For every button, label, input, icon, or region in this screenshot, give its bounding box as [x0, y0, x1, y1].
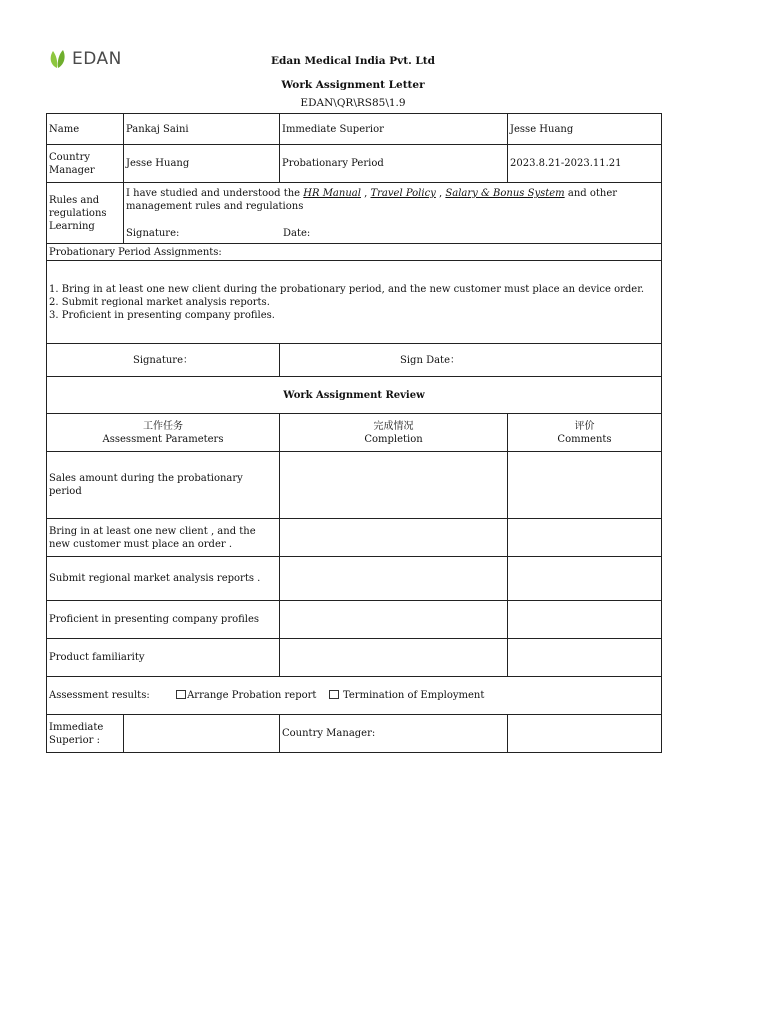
salary-bonus-link[interactable]: Salary & Bonus System	[445, 188, 565, 199]
termination-checkbox[interactable]	[329, 690, 485, 701]
country-manager-label: Country Manager	[47, 145, 124, 183]
completion-cell[interactable]	[280, 557, 508, 601]
table-row	[47, 639, 662, 677]
assignments-heading: Probationary Period Assignments:	[47, 244, 662, 261]
comments-header-en: Comments	[557, 433, 612, 445]
comments-cell[interactable]	[508, 601, 662, 639]
logo-text: EDAN	[72, 49, 122, 69]
footer-superior-signature[interactable]	[124, 715, 280, 753]
assignment-item: 2. Submit regional market analysis reports.	[49, 296, 270, 308]
assignment-item: 1. Bring in at least one new client during the probationary period, and the new customer must place an device order.	[49, 283, 645, 295]
completion-cell[interactable]	[280, 601, 508, 639]
document-code: EDAN\QR\RS85\1.9	[300, 97, 406, 109]
table-row	[47, 452, 662, 519]
rules-separator: ,	[435, 188, 446, 199]
completion-header-en: Completion	[364, 433, 423, 445]
rules-text-before: I have studied and understood the	[126, 188, 304, 199]
assignments-signature-label[interactable]: Signature：	[47, 344, 280, 377]
rules-signature-label: Signature:	[126, 228, 180, 239]
footer-superior-label: Immediate Superior :	[47, 715, 124, 753]
assignments-sign-date-label: Sign Date：	[400, 354, 460, 366]
assessment-parameter: Bring in at least one new client , and the new customer must place an order .	[47, 519, 280, 557]
termination-label: Termination of Employment	[343, 690, 485, 701]
comments-cell[interactable]	[508, 639, 662, 677]
table-row	[47, 601, 662, 639]
footer-country-manager-label: Country Manager:	[280, 715, 508, 753]
company-name: Edan Medical India Pvt. Ltd	[271, 55, 435, 67]
table-row	[47, 557, 662, 601]
assessment-results-row	[47, 677, 662, 715]
completion-header-cn: 完成情况	[373, 420, 414, 432]
comments-cell[interactable]	[508, 452, 662, 519]
assessment-parameter: Product familiarity	[47, 639, 280, 677]
assessment-parameter: Submit regional market analysis reports .	[47, 557, 280, 601]
review-heading: Work Assignment Review	[47, 377, 662, 414]
completion-column-header	[280, 414, 508, 452]
rules-separator: ,	[360, 188, 371, 199]
checkbox-icon	[329, 690, 339, 699]
arrange-probation-label: Arrange Probation report	[187, 690, 317, 701]
country-manager-value[interactable]: Jesse Huang	[124, 145, 280, 183]
work-assignment-form	[46, 113, 662, 753]
comments-header-cn: 评价	[574, 420, 595, 432]
assignments-list	[47, 261, 662, 344]
probation-label: Probationary Period	[280, 145, 508, 183]
rules-statement	[126, 187, 657, 213]
probation-value[interactable]: 2023.8.21-2023.11.21	[508, 145, 662, 183]
assessment-results-label: Assessment results:	[49, 690, 150, 701]
checkbox-icon	[176, 690, 186, 699]
params-column-header	[47, 414, 280, 452]
superior-label: Immediate Superior	[280, 114, 508, 145]
params-header-cn: 工作任务	[143, 420, 183, 432]
rules-text-after: and other management rules and regulations	[126, 188, 618, 212]
assignment-item: 3. Proficient in presenting company profiles.	[49, 309, 275, 321]
params-header-en: Assessment Parameters	[102, 433, 224, 445]
hr-manual-link[interactable]: HR Manual	[303, 188, 361, 199]
comments-cell[interactable]	[508, 519, 662, 557]
document-title: Work Assignment Letter	[281, 79, 425, 91]
superior-value[interactable]: Jesse Huang	[508, 114, 662, 145]
arrange-probation-checkbox[interactable]	[176, 690, 316, 701]
comments-column-header	[508, 414, 662, 452]
completion-cell[interactable]	[280, 452, 508, 519]
name-value[interactable]: Pankaj Saini	[124, 114, 280, 145]
completion-cell[interactable]	[280, 639, 508, 677]
travel-policy-link[interactable]: Travel Policy	[370, 188, 436, 199]
assignments-sign-date-cell[interactable]	[280, 344, 662, 377]
rules-cell	[124, 183, 662, 244]
assessment-parameter: Sales amount during the probationary period	[47, 452, 280, 519]
footer-country-manager-signature[interactable]	[508, 715, 662, 753]
name-label: Name	[47, 114, 124, 145]
completion-cell[interactable]	[280, 519, 508, 557]
assessment-parameter: Proficient in presenting company profiles	[47, 601, 280, 639]
rules-date-label: Date:	[283, 228, 311, 239]
table-row	[47, 519, 662, 557]
comments-cell[interactable]	[508, 557, 662, 601]
rules-label: Rules and regulations Learning	[47, 183, 124, 244]
